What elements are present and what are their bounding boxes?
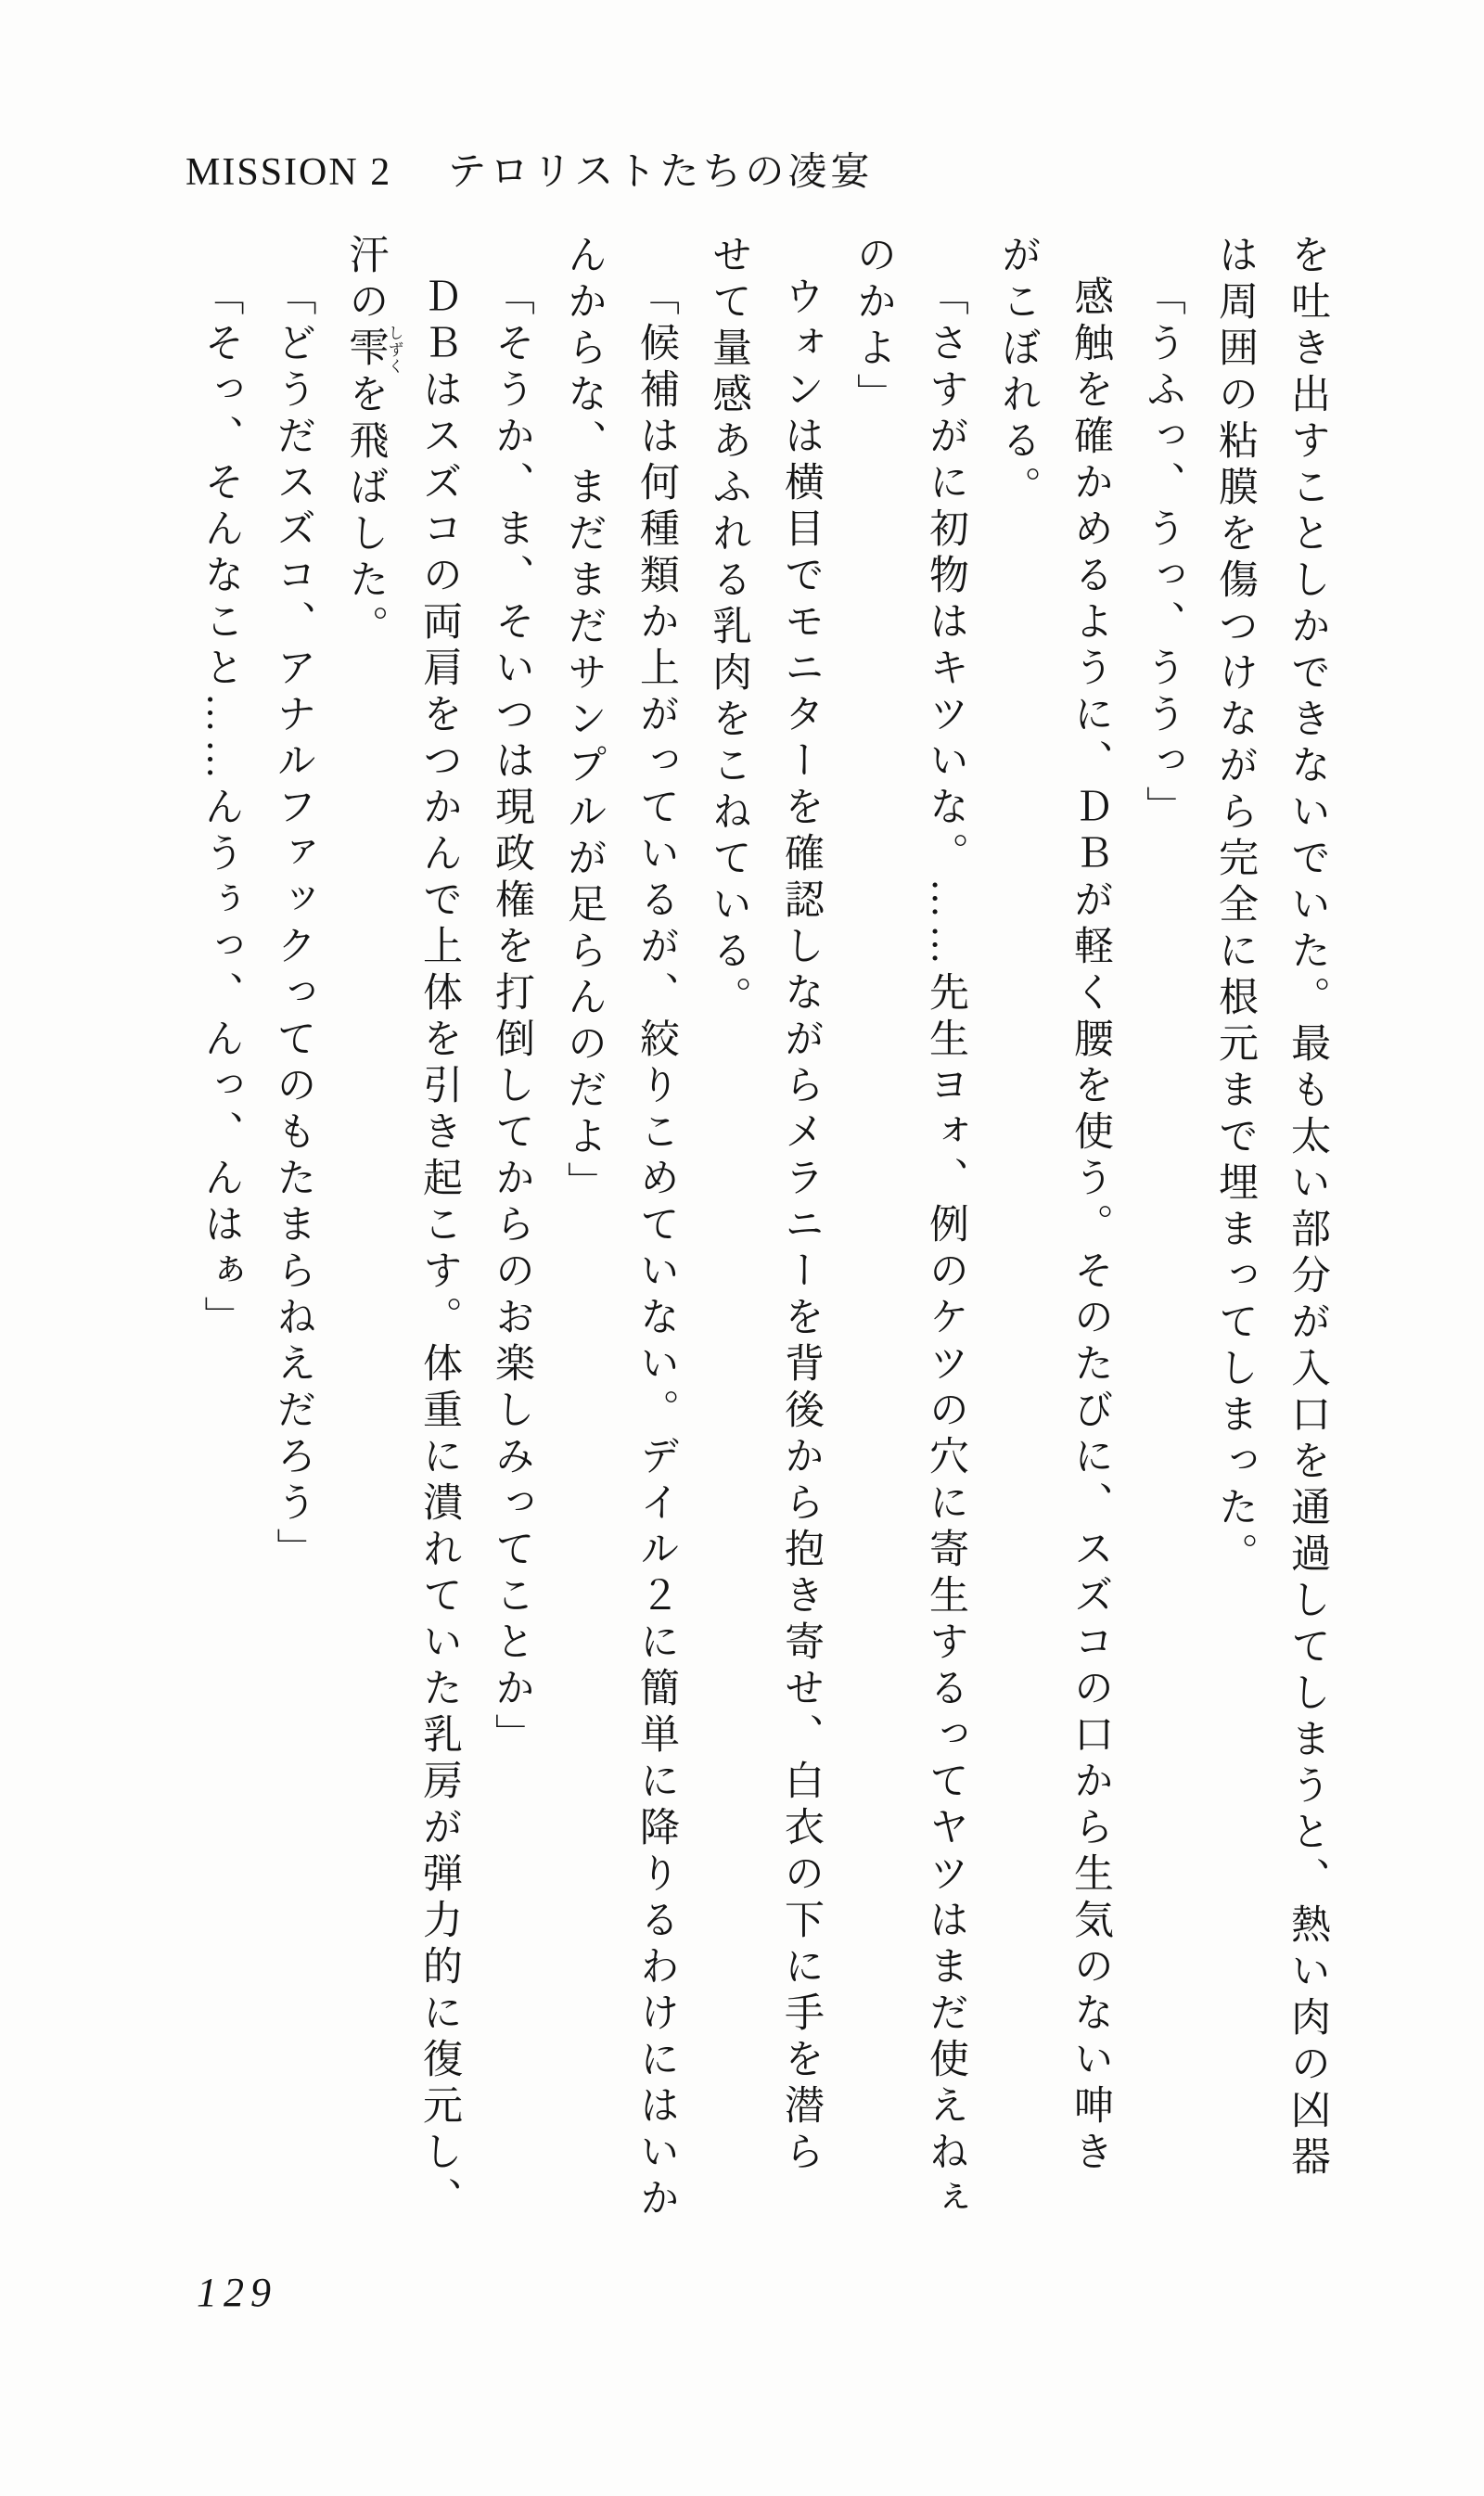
text-column: 「候補は何種類か上がっているが、絞りこめていない。デイル２に簡単に降りるわけにはいか	[634, 275, 678, 2224]
mission-number: MISSION 2	[186, 151, 392, 194]
chapter-title: テロリストたちの凌宴	[447, 151, 874, 194]
text-column: 「うふっ、うっ、ううっ」	[1141, 275, 1184, 833]
text-column: 汗の雫しずくを飛ばした。	[343, 234, 403, 651]
text-column: を吐き出すことしかできないでいた。最も太い部分が入口を通過してしまうと、熱い肉の凶器	[1286, 234, 1329, 2182]
text-column: せて量感あふれる乳肉をこねている。	[707, 234, 750, 1022]
text-column: のかよ」	[851, 234, 895, 419]
text-column: がこぼれる。	[996, 234, 1040, 512]
text-column: 「さすがに初物はキツいな。……先生ヨォ、例のケツの穴に寄生するってヤツはまだ使えねぇ	[924, 275, 967, 2224]
text-column: 感触を確かめるように、ＤＢが軽く腰を使う。そのたびに、スズコの口から生気のない呻き	[1068, 275, 1112, 2178]
text-column: 「そっ、そんなこと……んうぅっ、んっ、んはぁ」	[198, 275, 243, 1343]
text-body	[185, 234, 1344, 2223]
text-column: ＤＢはスズコの両肩をつかんで上体を引き起こす。体重に潰れていた乳房が弾力的に復元し、	[417, 275, 461, 2224]
page-number: 129	[197, 2270, 277, 2315]
chapter-header	[186, 141, 873, 197]
text-column: 「どうだスズコ、アナルファックってのもたまらねえだろう」	[271, 275, 315, 1575]
text-column: んからな、まだまだサンプルが足らんのだよ」	[562, 234, 606, 1208]
text-column: 「そうか、ま、そいつは現政権を打倒してからのお楽しみってことか」	[490, 275, 533, 1760]
text-column: は周囲の粘膜を傷つけながら完全に根元まで埋まってしまった。	[1213, 234, 1257, 1579]
furigana-ruby: 雫しずく	[343, 325, 403, 375]
text-column: ウォンは横目でモニターを確認しながらメラニーを背後から抱き寄せ、白衣の下に手を潜ら	[779, 275, 823, 2178]
